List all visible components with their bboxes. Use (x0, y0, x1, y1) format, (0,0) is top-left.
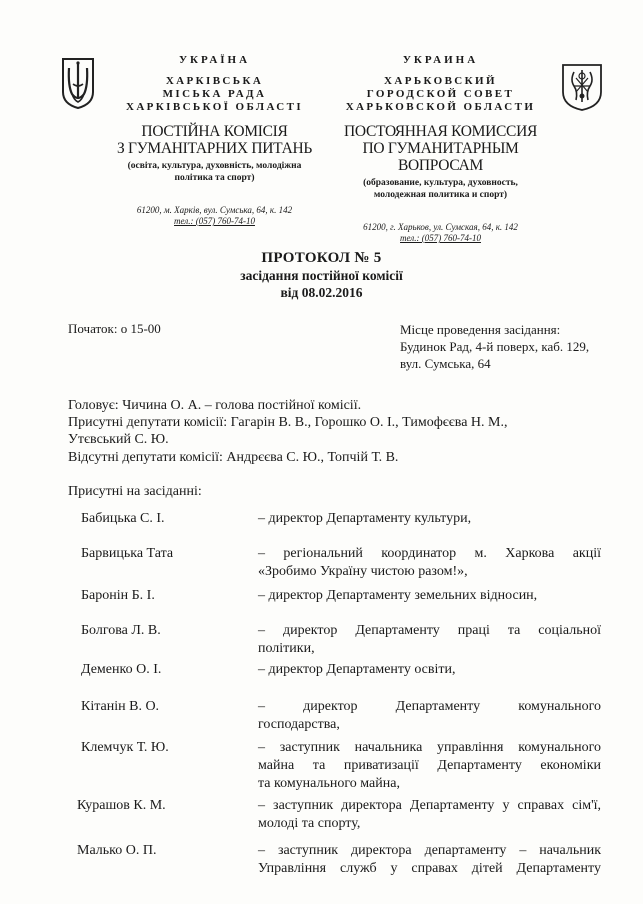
kharkiv-coat-of-arms-icon (560, 62, 604, 112)
attendee-role: – директор Департаменту культури, (258, 511, 472, 526)
meeting-start-time: Початок: о 15-00 (68, 321, 161, 336)
protocol-number: ПРОТОКОЛ № 5 (261, 250, 382, 266)
attendee-name: Деменко О. І. (81, 662, 162, 677)
attendee-name: Малько О. П. (77, 843, 157, 858)
committee-address: 61200, г. Харьков, ул. Сумская, 64, к. 142 тел.: (057) 760-74-10 (338, 222, 543, 244)
committee-phone: тел.: (057) 760-74-10 (400, 233, 481, 243)
attendee-name: Клемчук Т. Ю. (81, 740, 169, 755)
country-name: УКРАИНА (402, 54, 479, 66)
attendee-role: – директор Департаменту земельних відносин, (258, 588, 538, 603)
ukraine-trident-icon (60, 56, 96, 110)
header-right-russian (338, 54, 543, 244)
committee-description: (образование, культура, духовность, молодежная политика и спорт) (363, 178, 518, 200)
committee-name: ПОСТОЯННАЯ КОМИССИЯ ПО ГУМАНИТАРНЫМ ВОПРОСАМ (343, 123, 538, 174)
attendee-role: – заступник начальника управління комунального майна та приватизації Департаменту економіки та комунального майна, (258, 740, 601, 791)
committee-address: 61200, м. Харків, вул. Сумська, 64, к. 142 тел.: (057) 760-74-10 (112, 205, 317, 227)
attendee-name: Бабицька С. І. (81, 511, 165, 526)
absent-deputies-line: Відсутні депутати комісії: Андрєєва С. Ю., Топчій Т. В. (68, 450, 399, 465)
committee-description: (освіта, культура, духовність, молодіжна політика та спорт) (127, 161, 302, 183)
attendee-name: Болгова Л. В. (81, 623, 161, 638)
country-name: УКРАЇНА (178, 54, 251, 66)
attendee-role: – заступник директора департаменту – начальник Управління служб у справах дітей Департаменту (258, 843, 601, 876)
committee-phone: тел.: (057) 760-74-10 (174, 216, 255, 226)
attendee-name: Барвицька Тата (81, 546, 174, 561)
attendee-role: – директор Департаменту праці та соціальної політики, (258, 623, 601, 656)
protocol-subtitle: засідання постійної комісії (240, 268, 403, 283)
meeting-place: Місце проведення засідання: Будинок Рад, 4-й поверх, каб. 129, вул. Сумська, 64 (400, 322, 590, 371)
attendee-name: Кітанін В. О. (81, 699, 160, 714)
attendee-name: Курашов К. М. (77, 798, 166, 813)
attendee-role: – директор Департаменту освіти, (258, 662, 456, 677)
present-deputies-line: Присутні депутати комісії: Гагарін В. В., Горошко О. І., Тимофєєва Н. М., (68, 415, 508, 430)
attendee-name: Баронін Б. І. (81, 588, 155, 603)
protocol-date: від 08.02.2016 (280, 285, 363, 300)
attendee-role: – регіональний координатор м. Харкова акції «Зробимо Україну чистою разом!», (258, 546, 601, 579)
attendee-role: – директор Департаменту комунального господарства, (258, 699, 601, 732)
council-name: ХАРКІВСЬКА МІСЬКА РАДА ХАРКІВСЬКОЇ ОБЛАСТІ (125, 75, 303, 113)
chair-line: Головує: Чичина О. А. – голова постійної комісії. (68, 398, 362, 413)
attendee-role: – заступник директора Департаменту у справах сім'ї, молоді та спорту, (258, 798, 601, 831)
council-name: ХАРЬКОВСКИЙ ГОРОДСКОЙ СОВЕТ ХАРЬКОВСКОЙ ОБЛАСТИ (345, 75, 536, 113)
committee-name: ПОСТІЙНА КОМІСІЯ З ГУМАНІТАРНИХ ПИТАНЬ (117, 123, 312, 157)
attendees-heading: Присутні на засіданні: (68, 484, 202, 499)
protocol-title (0, 249, 643, 301)
present-deputies-line-2: Утєвський С. Ю. (68, 432, 169, 447)
header-left-ukrainian (112, 54, 317, 227)
